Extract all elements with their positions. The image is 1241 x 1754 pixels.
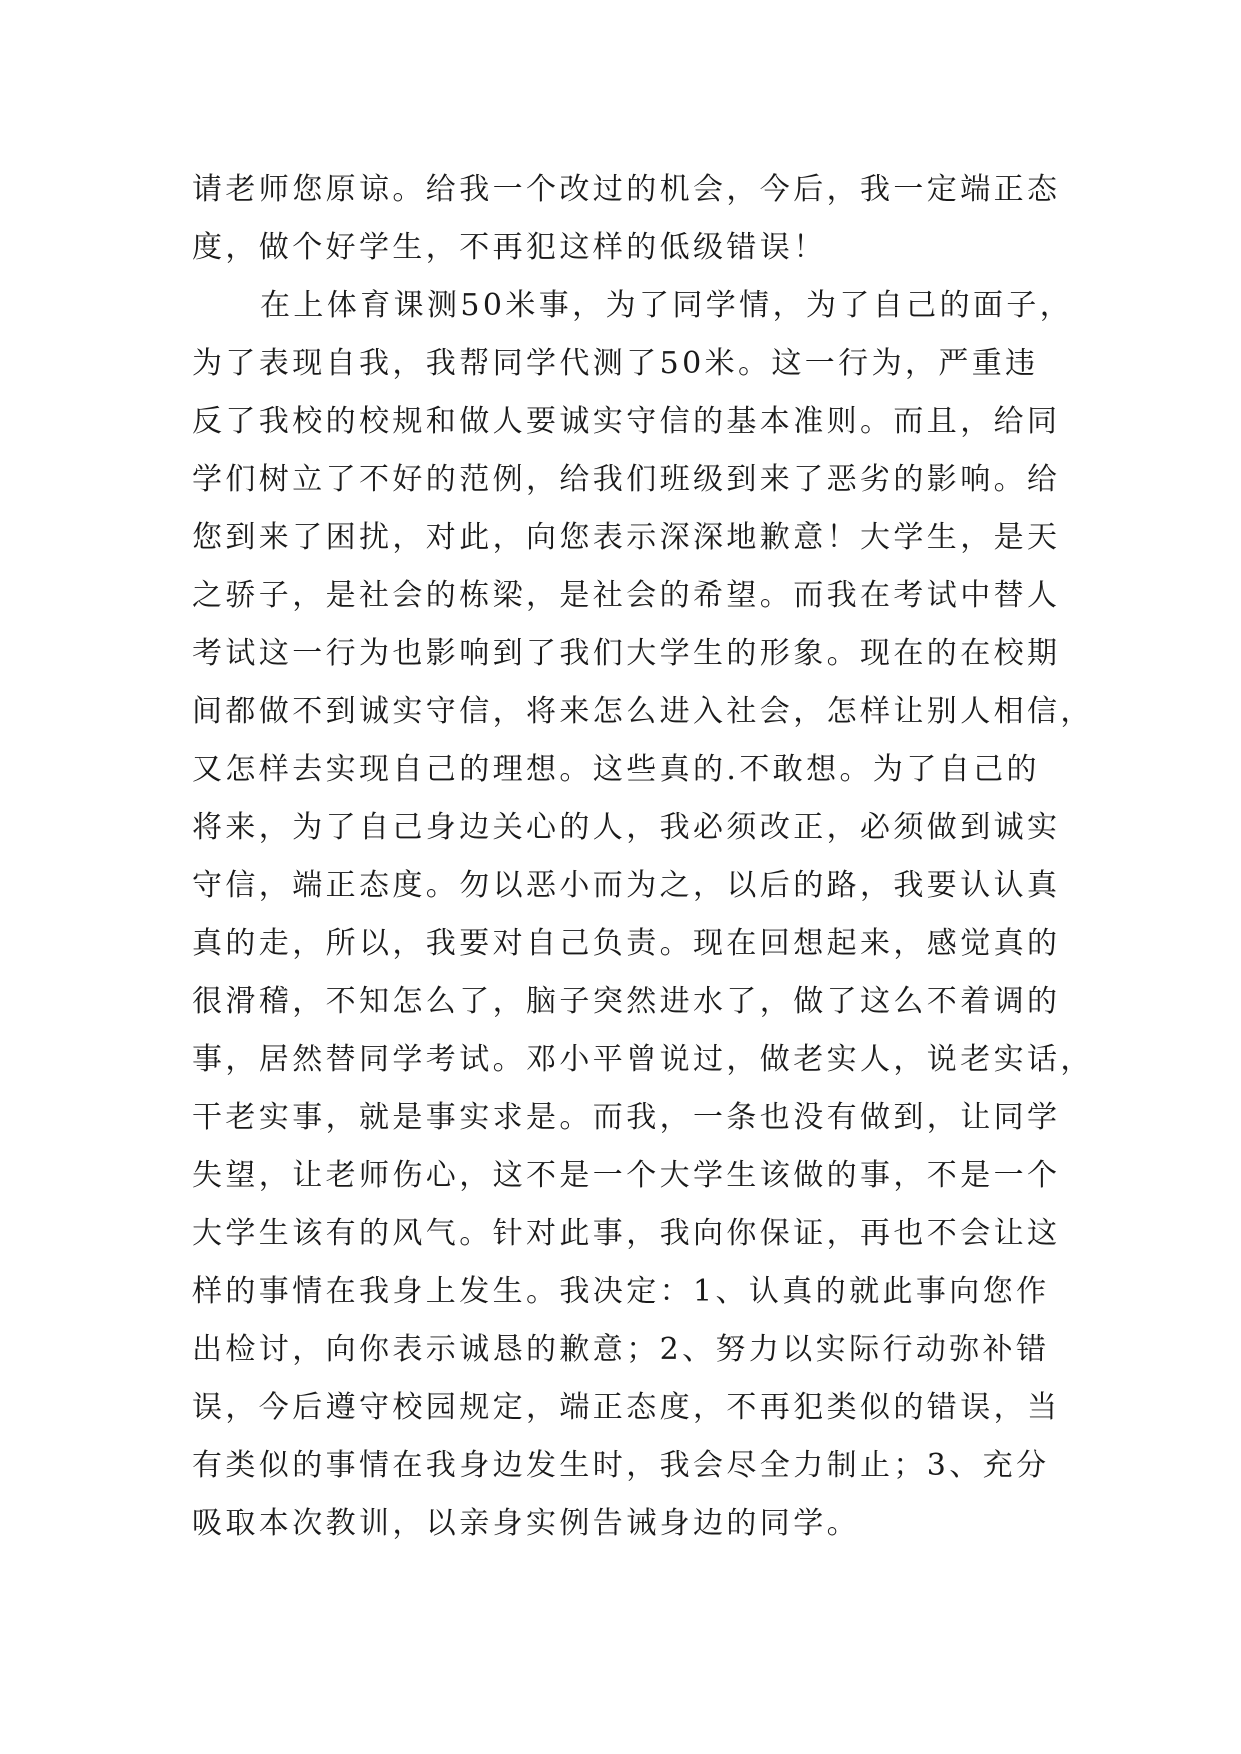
text-line: 大学生该有的风气。针对此事，我向你保证，再也不会让这 [192, 1216, 1061, 1251]
text-line: 反了我校的校规和做人要诚实守信的基本准则。而且，给同 [192, 404, 1061, 439]
text-line: 学们树立了不好的范例，给我们班级到来了恶劣的影响。给 [192, 462, 1061, 497]
text-line: 事，居然替同学考试。邓小平曾说过，做老实人，说老实话， [192, 1042, 1094, 1077]
body-text [192, 161, 1094, 1553]
text-line: 又怎样去实现自己的理想。这些真的.不敢想。为了自己的 [192, 752, 1040, 787]
text-line: 间都做不到诚实守信，将来怎么进入社会，怎样让别人相信， [192, 694, 1094, 729]
text-line: 误，今后遵守校园规定，端正态度，不再犯类似的错误，当 [192, 1390, 1061, 1425]
text-line: 考试这一行为也影响到了我们大学生的形象。现在的在校期 [192, 636, 1061, 671]
text-line: 为了表现自我，我帮同学代测了50米。这一行为，严重违 [192, 346, 1039, 381]
text-line: 度，做个好学生，不再犯这样的低级错误！ [192, 230, 827, 265]
paragraph-first-line: 在上体育课测50米事，为了同学情，为了自己的面子， [260, 288, 1074, 323]
text-line: 请老师您原谅。给我一个改过的机会，今后，我一定端正态 [192, 172, 1061, 207]
text-line: 真的走，所以，我要对自己负责。现在回想起来，感觉真的 [192, 926, 1061, 961]
text-line: 很滑稽，不知怎么了，脑子突然进水了，做了这么不着调的 [192, 984, 1061, 1019]
text-line: 样的事情在我身上发生。我决定：1、认真的就此事向您作 [192, 1274, 1050, 1309]
text-line: 将来，为了自己身边关心的人，我必须改正，必须做到诚实 [192, 810, 1061, 845]
text-line: 守信，端正态度。勿以恶小而为之，以后的路，我要认认真 [192, 868, 1061, 903]
text-line: 有类似的事情在我身边发生时，我会尽全力制止；3、充分 [192, 1448, 1050, 1483]
text-line: 您到来了困扰，对此，向您表示深深地歉意！大学生，是天 [192, 520, 1061, 555]
text-line: 之骄子，是社会的栋梁，是社会的希望。而我在考试中替人 [192, 578, 1061, 613]
text-line: 出检讨，向你表示诚恳的歉意；2、努力以实际行动弥补错 [192, 1332, 1050, 1367]
text-line: 干老实事，就是事实求是。而我，一条也没有做到，让同学 [192, 1100, 1061, 1135]
text-line: 吸取本次教训，以亲身实例告诫身边的同学。 [192, 1506, 860, 1541]
text-line: 失望，让老师伤心，这不是一个大学生该做的事，不是一个 [192, 1158, 1061, 1193]
